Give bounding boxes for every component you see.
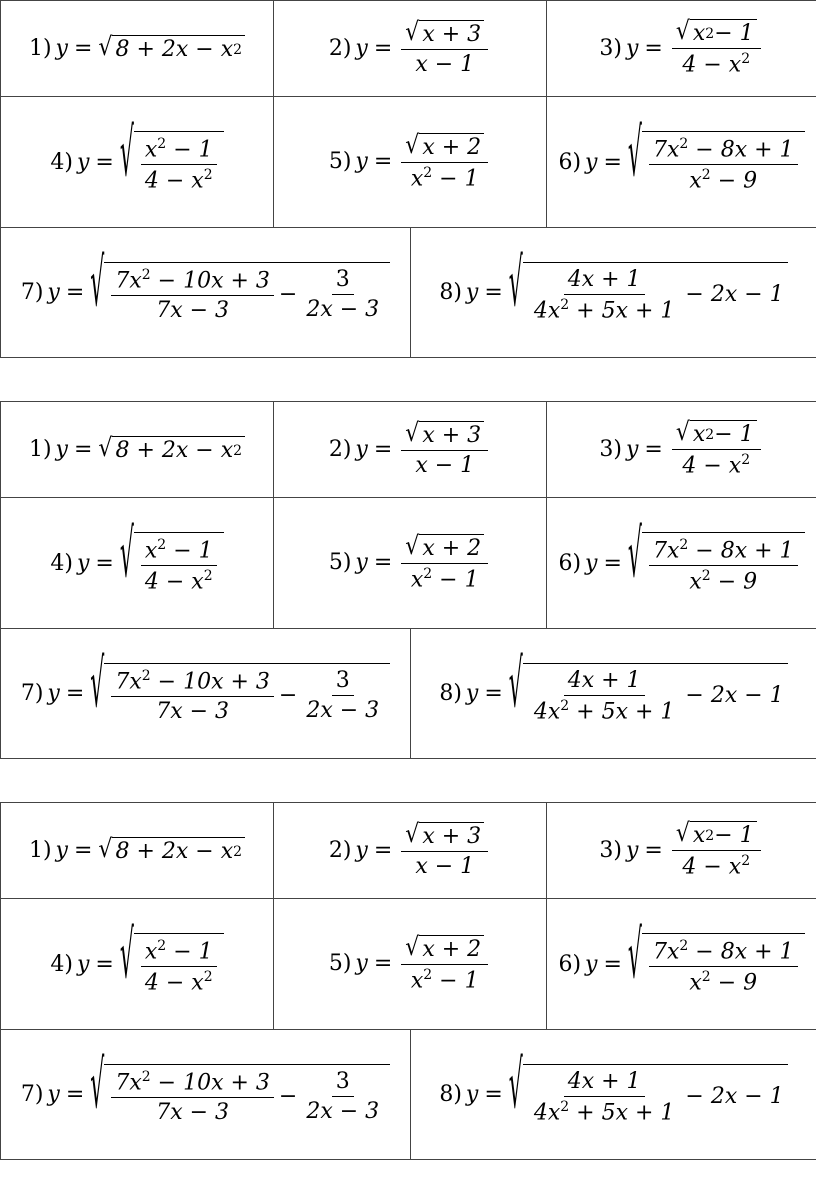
problem-3-number: 3) <box>599 837 622 863</box>
math-term: = <box>644 837 663 863</box>
math-term: 2 <box>203 969 213 985</box>
problem-2: 2) y = √ x + 3 x − 1 <box>274 1 547 96</box>
math-term: − 10x + 3 <box>150 669 270 695</box>
math-term: 2 <box>705 426 715 443</box>
math-term: y <box>47 1081 60 1107</box>
math-term: 7x − 3 <box>156 699 230 725</box>
problem-2-number: 2) <box>328 838 352 863</box>
math-term: x <box>144 538 158 563</box>
math-term: 2 <box>423 966 433 983</box>
math-term: x <box>144 939 158 964</box>
math-term: 3 <box>332 1069 354 1097</box>
math-term: − 9 <box>710 569 758 595</box>
problem-7: 7) y = √ $\frac{7x^2 - 10x + 3}{7x - 3}$ − $\frac{3}{2x - 3}$ <box>1 629 411 758</box>
math-term: = <box>603 550 622 576</box>
math-term: x <box>410 567 424 593</box>
math-term: = <box>373 838 393 863</box>
math-term: x − 1 <box>415 52 475 77</box>
math-term: 2 <box>705 827 715 844</box>
problem-card <box>0 0 816 357</box>
math-term: y <box>625 436 639 462</box>
problem-2: 2) y = √ x + 3 x − 1 <box>274 402 547 497</box>
math-term: − 10x + 3 <box>150 268 270 294</box>
math-term: − 1 <box>714 422 754 448</box>
problem-6-number: 6) <box>558 550 582 576</box>
math-term: y <box>355 838 368 863</box>
math-term: − 1 <box>714 823 754 849</box>
problem-3: 3) y = √ x 2 − 1 $4 - x^2$ <box>547 402 816 497</box>
problem-8-number: 8) <box>439 279 462 305</box>
math-term: − 2x − 1 <box>685 1084 784 1110</box>
math-term: − <box>278 282 298 308</box>
math-term: x − 1 <box>415 453 475 478</box>
math-term: 2x − 3 <box>306 1099 380 1125</box>
problem-4-number: 4) <box>50 149 73 175</box>
math-term: y <box>76 951 90 977</box>
math-term: x − 1 <box>415 854 475 879</box>
math-term: x <box>692 422 706 448</box>
math-term: 2 <box>701 167 711 183</box>
problem-card <box>0 802 816 1159</box>
math-term: 2 <box>560 697 570 714</box>
math-term: − 9 <box>710 168 758 194</box>
math-term: y <box>585 149 598 175</box>
math-term: 2 <box>141 1068 151 1085</box>
math-term: − 1 <box>432 567 479 593</box>
math-term: = <box>644 35 663 61</box>
math-term: 4x <box>533 1100 561 1126</box>
math-term: 3 <box>332 267 354 295</box>
math-term: = <box>65 1081 85 1107</box>
math-term: x <box>692 21 706 47</box>
math-term: 2 <box>141 667 151 684</box>
problem-7: 7) y = √ $\frac{7x^2 - 10x + 3}{7x - 3}$ − $\frac{3}{2x - 3}$ <box>1 228 411 357</box>
problem-7-number: 7) <box>20 1081 44 1107</box>
math-term: 2 <box>679 536 689 553</box>
math-term: 2 <box>423 565 433 582</box>
math-term: x + 2 <box>419 935 484 962</box>
row-2 <box>0 898 816 1029</box>
math-term: 2 <box>157 536 167 553</box>
math-term: x <box>410 968 424 994</box>
math-term: = <box>644 436 663 462</box>
problem-4: 4) y = √ $\frac{x^2 - 1}{4 - x^2}$ <box>1 899 274 1029</box>
math-term: y <box>355 550 368 576</box>
math-term: = <box>484 279 503 305</box>
math-term: 7x <box>115 268 142 294</box>
math-term: 3 <box>332 668 354 696</box>
math-term: = <box>373 951 393 977</box>
math-term: 2 <box>741 853 751 870</box>
row-2 <box>0 96 816 227</box>
math-term: 4 − x <box>682 453 742 479</box>
math-term: x <box>144 137 158 162</box>
math-term: = <box>73 36 93 61</box>
problem-8-number: 8) <box>439 1081 462 1107</box>
math-term: = <box>95 550 114 576</box>
math-term: + 5x + 1 <box>569 1100 675 1126</box>
math-term: x <box>689 168 702 194</box>
math-term: − 8x + 1 <box>688 538 794 563</box>
problem-1-number: 1) <box>28 838 52 863</box>
problem-2-number: 2) <box>328 36 352 61</box>
math-term: x <box>410 166 424 192</box>
problem-8: 8) y = √ $\frac{4x + 1}{4x^2 + 5x + 1}$ − 2x − 1 <box>411 629 816 758</box>
math-term: − 8x + 1 <box>688 939 794 964</box>
problem-6: 6) y = √ $\frac{7x^2 - 8x + 1}{x^2 - 9}$ <box>547 899 816 1029</box>
problem-7-number: 7) <box>20 279 44 305</box>
math-term: = <box>65 279 85 305</box>
math-term: 4 − x <box>144 970 204 996</box>
problem-3: 3) y = √ x 2 − 1 $4 - x^2$ <box>547 803 816 898</box>
problem-7-number: 7) <box>20 680 44 706</box>
math-term: 4 − x <box>144 569 204 595</box>
math-term: 4x + 1 <box>564 668 645 696</box>
math-term: 7x <box>652 939 680 964</box>
math-term: y <box>355 149 368 175</box>
math-term: 7x <box>115 669 142 695</box>
math-term: 2 <box>741 452 751 469</box>
row-2 <box>0 497 816 628</box>
problem-5: 5) y = √ x + 2 $x^2 - 1$ <box>274 498 547 628</box>
problem-1-number: 1) <box>28 36 52 61</box>
math-term: 7x − 3 <box>156 298 230 324</box>
math-term: 4 − x <box>682 52 742 78</box>
math-term: 2 <box>560 1098 570 1115</box>
problem-4: 4) y = √ $\frac{x^2 - 1}{4 - x^2}$ <box>1 498 274 628</box>
math-term: y <box>355 36 368 61</box>
problem-6-number: 6) <box>558 951 582 977</box>
math-term: x + 2 <box>419 534 484 561</box>
problem-3-number: 3) <box>599 436 622 462</box>
math-term: y <box>76 550 90 576</box>
math-term: − <box>278 1084 298 1110</box>
math-term: 2 <box>701 568 711 584</box>
math-term: 2 <box>705 25 715 42</box>
problem-5-number: 5) <box>328 550 352 576</box>
problem-3: 3) y = √ x 2 − 1 $4 - x^2$ <box>547 1 816 96</box>
problem-3-number: 3) <box>599 35 622 61</box>
problem-1: 1) y = √ 8 + 2x − x 2 <box>1 402 274 497</box>
math-term: = <box>73 437 93 462</box>
math-term: y <box>55 838 68 863</box>
math-term: = <box>65 680 85 706</box>
problem-8: 8) y = √ $\frac{4x + 1}{4x^2 + 5x + 1}$ − 2x − 1 <box>411 1030 816 1159</box>
problem-7: 7) y = √ $\frac{7x^2 - 10x + 3}{7x - 3}$ − $\frac{3}{2x - 3}$ <box>1 1030 411 1159</box>
math-term: 8 + 2x − x <box>115 37 234 62</box>
problem-6: 6) y = √ $\frac{7x^2 - 8x + 1}{x^2 - 9}$ <box>547 498 816 628</box>
math-term: 2 <box>679 937 689 954</box>
problem-4-number: 4) <box>50 951 73 977</box>
math-term: 8 + 2x − x <box>115 438 234 463</box>
problem-6-number: 6) <box>558 149 582 175</box>
math-term: y <box>55 437 68 462</box>
math-term: 2x − 3 <box>306 698 380 724</box>
math-term: y <box>625 35 639 61</box>
math-term: 2 <box>679 135 689 152</box>
math-term: y <box>355 437 368 462</box>
math-term: 2 <box>233 843 243 860</box>
math-term: 2 <box>157 937 167 954</box>
math-term: − <box>278 683 298 709</box>
math-term: 4x + 1 <box>564 1069 645 1097</box>
problem-2-number: 2) <box>328 437 352 462</box>
row-1 <box>0 401 816 497</box>
math-term: = <box>373 437 393 462</box>
math-term: 4x + 1 <box>564 267 645 295</box>
row-3 <box>0 227 816 358</box>
math-term: y <box>47 279 60 305</box>
math-term: = <box>373 36 393 61</box>
math-term: 7x <box>652 137 680 162</box>
math-term: x <box>689 569 702 595</box>
problem-4: 4) y = √ $\frac{x^2 - 1}{4 - x^2}$ <box>1 97 274 227</box>
math-term: = <box>373 149 393 175</box>
math-term: x + 2 <box>419 133 484 160</box>
math-term: 4x <box>533 298 561 324</box>
math-term: = <box>373 550 393 576</box>
math-term: − 1 <box>432 968 479 994</box>
math-term: = <box>484 680 503 706</box>
row-3 <box>0 1029 816 1160</box>
math-term: = <box>603 149 622 175</box>
math-term: = <box>603 951 622 977</box>
math-term: 2 <box>741 51 751 68</box>
math-term: x <box>692 823 706 849</box>
math-term: y <box>47 680 60 706</box>
math-term: − 10x + 3 <box>150 1070 270 1096</box>
math-term: 8 + 2x − x <box>115 839 234 864</box>
math-term: x + 3 <box>419 20 484 47</box>
problem-5: 5) y = √ x + 2 $x^2 - 1$ <box>274 97 547 227</box>
row-1 <box>0 802 816 898</box>
problem-5: 5) y = √ x + 2 $x^2 - 1$ <box>274 899 547 1029</box>
math-term: 2 <box>203 568 213 584</box>
math-term: − 1 <box>166 939 213 964</box>
math-term: − 1 <box>432 166 479 192</box>
problem-6: 6) y = √ $\frac{7x^2 - 8x + 1}{x^2 - 9}$ <box>547 97 816 227</box>
math-term: = <box>95 149 114 175</box>
math-term: 2 <box>157 135 167 152</box>
math-term: − 1 <box>166 538 213 563</box>
row-1 <box>0 0 816 96</box>
math-term: 2 <box>233 442 243 459</box>
math-term: 7x <box>652 538 680 563</box>
math-term: y <box>465 279 479 305</box>
math-term: − 2x − 1 <box>685 683 784 709</box>
problem-2: 2) y = √ x + 3 x − 1 <box>274 803 547 898</box>
math-term: = <box>73 838 93 863</box>
problem-8-number: 8) <box>439 680 462 706</box>
math-term: x + 3 <box>419 421 484 448</box>
row-3 <box>0 628 816 759</box>
math-term: 4x <box>533 699 561 725</box>
problem-5-number: 5) <box>328 951 352 977</box>
math-term: x + 3 <box>419 822 484 849</box>
math-term: 2x − 3 <box>306 297 380 323</box>
math-term: y <box>355 951 368 977</box>
math-term: y <box>76 149 90 175</box>
math-term: y <box>465 680 479 706</box>
math-term: + 5x + 1 <box>569 699 675 725</box>
math-term: − 9 <box>710 970 758 996</box>
math-term: = <box>95 951 114 977</box>
problem-1: 1) y = √ 8 + 2x − x 2 <box>1 1 274 96</box>
problem-1-number: 1) <box>28 437 52 462</box>
math-term: y <box>625 837 639 863</box>
math-term: 2 <box>233 41 243 58</box>
math-term: 2 <box>560 296 570 313</box>
problem-card <box>0 401 816 758</box>
math-term: y <box>465 1081 479 1107</box>
math-term: + 5x + 1 <box>569 298 675 324</box>
math-term: = <box>484 1081 503 1107</box>
problem-1: 1) y = √ 8 + 2x − x 2 <box>1 803 274 898</box>
math-term: − 1 <box>714 21 754 47</box>
math-term: y <box>585 951 598 977</box>
math-term: 2 <box>141 266 151 283</box>
math-term: − 1 <box>166 137 213 162</box>
math-term: y <box>585 550 598 576</box>
problem-8: 8) y = √ $\frac{4x + 1}{4x^2 + 5x + 1}$ − 2x − 1 <box>411 228 816 357</box>
math-term: 4 − x <box>682 854 742 880</box>
math-term: 2 <box>423 164 433 181</box>
math-term: − 2x − 1 <box>685 282 784 308</box>
math-term: 7x − 3 <box>156 1100 230 1126</box>
math-term: y <box>55 36 68 61</box>
problem-4-number: 4) <box>50 550 73 576</box>
math-term: 2 <box>203 167 213 183</box>
math-term: x <box>689 970 702 996</box>
problem-5-number: 5) <box>328 149 352 175</box>
math-term: 7x <box>115 1070 142 1096</box>
math-term: − 8x + 1 <box>688 137 794 162</box>
math-term: 2 <box>701 969 711 985</box>
math-term: 4 − x <box>144 168 204 194</box>
